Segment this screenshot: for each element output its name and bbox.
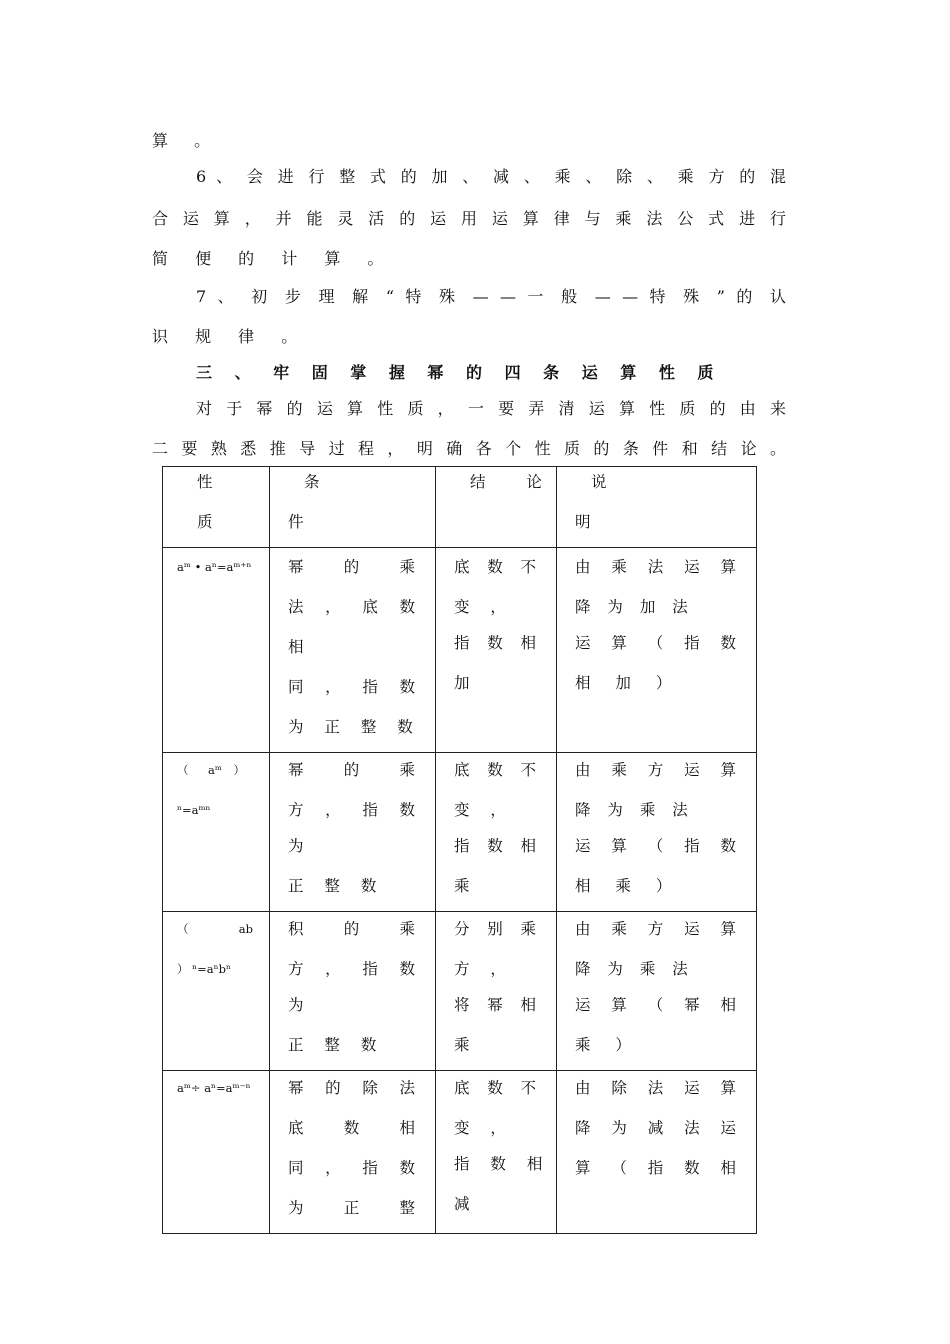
result-cell [436, 753, 557, 912]
cell-text: 指 数 相 [454, 1155, 551, 1173]
property-cell [163, 753, 270, 912]
cell-text: 幂 的 乘 [288, 761, 415, 779]
text-line: 识 规 律 。 [152, 327, 309, 346]
table-row [163, 912, 757, 1071]
property-cell [163, 912, 270, 1071]
cell-text: 由 乘 方 运 算 [575, 920, 736, 938]
text-line: 合 运 算 ， 并 能 灵 活 的 运 用 运 算 律 与 乘 法 公 式 进 行 [152, 209, 786, 228]
formula: aᵐ÷ aⁿ=aᵐ⁻ⁿ [177, 1081, 251, 1095]
cell-text: 降 为 乘 法 [575, 960, 694, 978]
header-text: 结 论 [470, 473, 560, 491]
note-cell [557, 548, 757, 753]
note-cell [557, 912, 757, 1071]
condition-cell [270, 753, 436, 912]
cell-text: 底 数 相 [288, 1119, 415, 1137]
cell-text: 乘 [454, 1036, 470, 1054]
cell-text: 乘 ） [575, 1036, 641, 1054]
cell-text: 运 算 （ 指 数 [575, 837, 736, 855]
cell-text: 底 数 不 [454, 558, 536, 576]
table-row [163, 753, 757, 912]
cell-text: 积 的 乘 [288, 920, 415, 938]
cell-text: 法 ， 底 数 [288, 598, 415, 616]
cell-text: 加 [454, 674, 470, 692]
header-text [470, 507, 536, 547]
table-row [163, 1071, 757, 1234]
cell-text: 指 数 相 [454, 837, 536, 855]
formula: ） ⁿ=aⁿbⁿ [177, 962, 231, 976]
formula: ⁿ=aᵐⁿ [177, 803, 211, 817]
header-result [436, 467, 560, 548]
note-cell [557, 1071, 757, 1234]
cell-text: 由 乘 方 运 算 [575, 761, 736, 779]
cell-text: 底 数 不 [454, 761, 536, 779]
formula: （ aᵐ ） [177, 763, 245, 777]
text-line: 对 于 幂 的 运 算 性 质 ， 一 要 弄 清 运 算 性 质 的 由 来 [196, 399, 786, 418]
cell-text: 底 数 不 [454, 1079, 536, 1097]
cell-text: 相 [288, 638, 304, 656]
cell-text: 运 算 （ 幂 相 [575, 996, 736, 1014]
cell-text: 乘 [454, 877, 470, 895]
header-property [163, 467, 270, 548]
property-cell [163, 548, 270, 753]
header-note [557, 467, 757, 548]
cell-text: 相 加 ） [575, 674, 682, 692]
cell-text: 为 [288, 996, 304, 1014]
table-row [163, 548, 757, 753]
header-condition [270, 467, 436, 548]
section-heading: 三 、 牢 固 掌 握 幂 的 四 条 运 算 性 质 [196, 363, 722, 382]
cell-text: 分 别 乘 [454, 920, 536, 938]
cell-text: 将 幂 相 [454, 996, 536, 1014]
cell-text: 为 正 整 [288, 1199, 415, 1217]
cell-text: 为 [288, 837, 304, 855]
cell-text: 减 [454, 1195, 470, 1213]
header-text: 明 [575, 513, 591, 531]
table-header-row [163, 467, 757, 548]
cell-text: 由 除 法 运 算 [575, 1079, 736, 1097]
cell-text: 运 算 （ 指 数 [575, 634, 736, 652]
cell-text: 降 为 加 法 [575, 598, 694, 616]
result-cell [436, 1071, 557, 1234]
property-cell [163, 1071, 270, 1234]
note-cell [557, 753, 757, 912]
condition-cell [270, 912, 436, 1071]
formula: aᵐ • aⁿ=aᵐ⁺ⁿ [177, 560, 252, 574]
condition-cell [270, 1071, 436, 1234]
header-text: 说 [591, 473, 607, 491]
properties-table [162, 466, 757, 1234]
cell-text: 正 整 数 [288, 1036, 385, 1054]
cell-text: 变 ， [454, 1119, 514, 1137]
cell-text: 由 乘 法 运 算 [575, 558, 736, 576]
cell-text: 变 ， [454, 598, 514, 616]
cell-text: 正 整 数 [288, 877, 385, 895]
header-text: 件 [288, 513, 304, 531]
cell-text: 降 为 减 法 运 [575, 1119, 736, 1137]
cell-text: 同 ， 指 数 [288, 678, 415, 696]
cell-text: 同 ， 指 数 [288, 1159, 415, 1177]
cell-text: 算 （ 指 数 相 [575, 1159, 736, 1177]
text-line: 算 。 [152, 131, 221, 150]
header-text: 条 [304, 473, 320, 491]
cell-text: 变 ， [454, 801, 514, 819]
text-line: 6 、 会 进 行 整 式 的 加 、 减 、 乘 、 除 、 乘 方 的 混 [196, 167, 786, 186]
condition-cell [270, 548, 436, 753]
cell-text: 幂 的 乘 [288, 558, 415, 576]
header-text: 质 [197, 513, 213, 531]
cell-text: 方 ， [454, 960, 514, 978]
cell-text: 为 正 整 数 [288, 718, 421, 736]
cell-text: 降 为 乘 法 [575, 801, 694, 819]
cell-text: 相 乘 ） [575, 877, 682, 895]
formula: （ ab [177, 922, 253, 936]
result-cell [436, 548, 557, 753]
text-line: 二 要 熟 悉 推 导 过 程 ， 明 确 各 个 性 质 的 条 件 和 结 论 。 [152, 439, 786, 458]
cell-text: 指 数 相 [454, 634, 536, 652]
cell-text: 方 ， 指 数 [288, 960, 415, 978]
text-line: 7 、 初 步 理 解 “ 特 殊 — — 一 般 — — 特 殊 ” 的 认 [196, 287, 786, 306]
result-cell [436, 912, 557, 1071]
cell-text: 方 ， 指 数 [288, 801, 415, 819]
text-line: 简 便 的 计 算 。 [152, 249, 395, 268]
header-text: 性 [197, 473, 213, 491]
cell-text: 幂 的 除 法 [288, 1079, 415, 1097]
